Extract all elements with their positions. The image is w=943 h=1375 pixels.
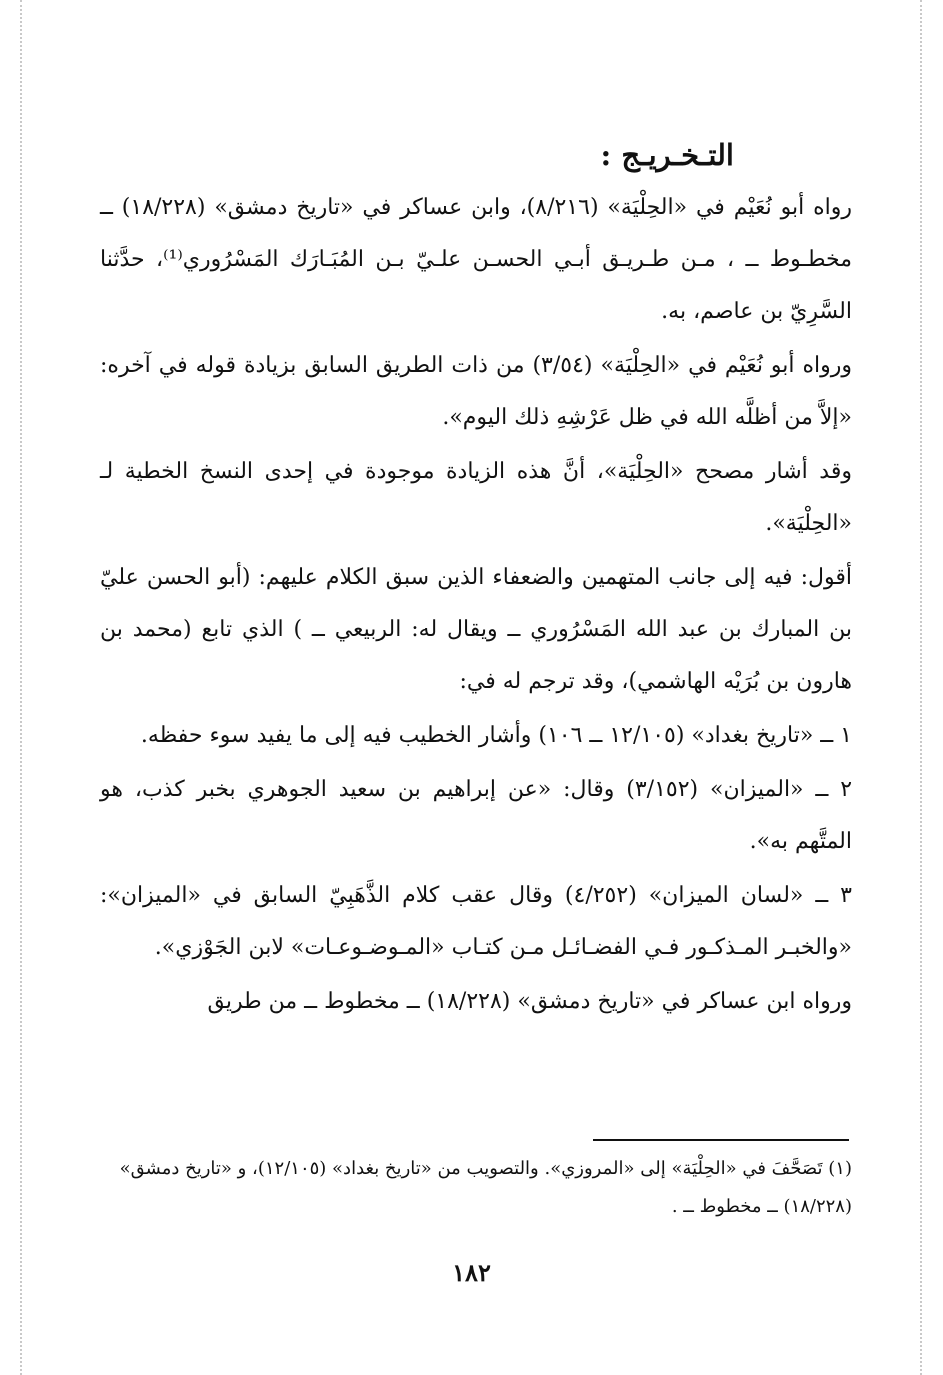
paragraph-8: ورواه ابن عساكر في «تاريخ دمشق» (١٨/٢٢٨) ــ مخطوط ــ من طريق bbox=[207, 989, 852, 1014]
paragraph-1: رواه أبو نُعَيْم في «الحِلْيَة» (٨/٢١٦)، وابن عساكر في «تاريخ دمشق» (١٨/٢٢٨) ــ مخطـوط ــ ، مـن طـريـق أبـي الحسـن علـيّ بـن المُبَـارَك المَسْرُوري⁽¹⁾، حدَّثنا السَّرِيّ بن عاصم، به. bbox=[100, 195, 852, 324]
scan-edge-left bbox=[20, 0, 22, 1375]
footnote-divider bbox=[593, 1139, 849, 1141]
main-text bbox=[100, 130, 852, 1028]
scan-edge-right bbox=[920, 0, 922, 1375]
paragraph-7: ٣ ــ «لسان الميزان» (٤/٢٥٢) وقال عقب كلام الذَّهَبِيّ السابق في «الميزان»: «والخبـر المـذكـور فـي الفضـائـل مـن كتـاب «المـوضـوعـات» لابن الجَوْزي». bbox=[100, 883, 852, 960]
paragraph-6: ٢ ــ «الميزان» (٣/١٥٢) وقال: «عن إبراهيم بن سعيد الجوهري بخبر كذب، هو المتَّهم به». bbox=[100, 777, 853, 854]
paragraph-3: وقد أشار مصحح «الحِلْيَة»، أنَّ هذه الزيادة موجودة في إحدى النسخ الخطية لـ «الحِلْيَة». bbox=[100, 459, 852, 536]
footnote-1: (١) تَصَحَّفَ في «الحِلْيَة» إلى «المروزي». والتصويب من «تاريخ بغداد» (١٢/١٠٥)، و «تاريخ دمشق» (١٨/٢٢٨) ــ مخطوط ــ . bbox=[119, 1158, 852, 1217]
footnotes bbox=[100, 1150, 852, 1226]
page-number: ١٨٢ bbox=[452, 1258, 491, 1287]
paragraph-4: أقول: فيه إلى جانب المتهمين والضعفاء الذين سبق الكلام عليهم: (أبو الحسن عليّ بن المبارك بن عبد الله المَسْرُوري ــ ويقال له: الربيعي ــ ) الذي تابع (محمد بن هارون بن بُرَيْه الهاشمي)، وقد ترجم له في: bbox=[100, 565, 852, 694]
section-heading: التـخـريـج : bbox=[600, 138, 734, 172]
paragraph-5: ١ ــ «تاريخ بغداد» (١٢/١٠٥ ــ ١٠٦) وأشار الخطيب فيه إلى ما يفيد سوء حفظه. bbox=[140, 723, 852, 748]
paragraph-2: ورواه أبو نُعَيْم في «الحِلْيَة» (٣/٥٤) من ذات الطريق السابق بزيادة قوله في آخره: «إلاَّ من أظلَّه الله في ظل عَرْشِهِ ذلك اليوم». bbox=[100, 353, 853, 430]
